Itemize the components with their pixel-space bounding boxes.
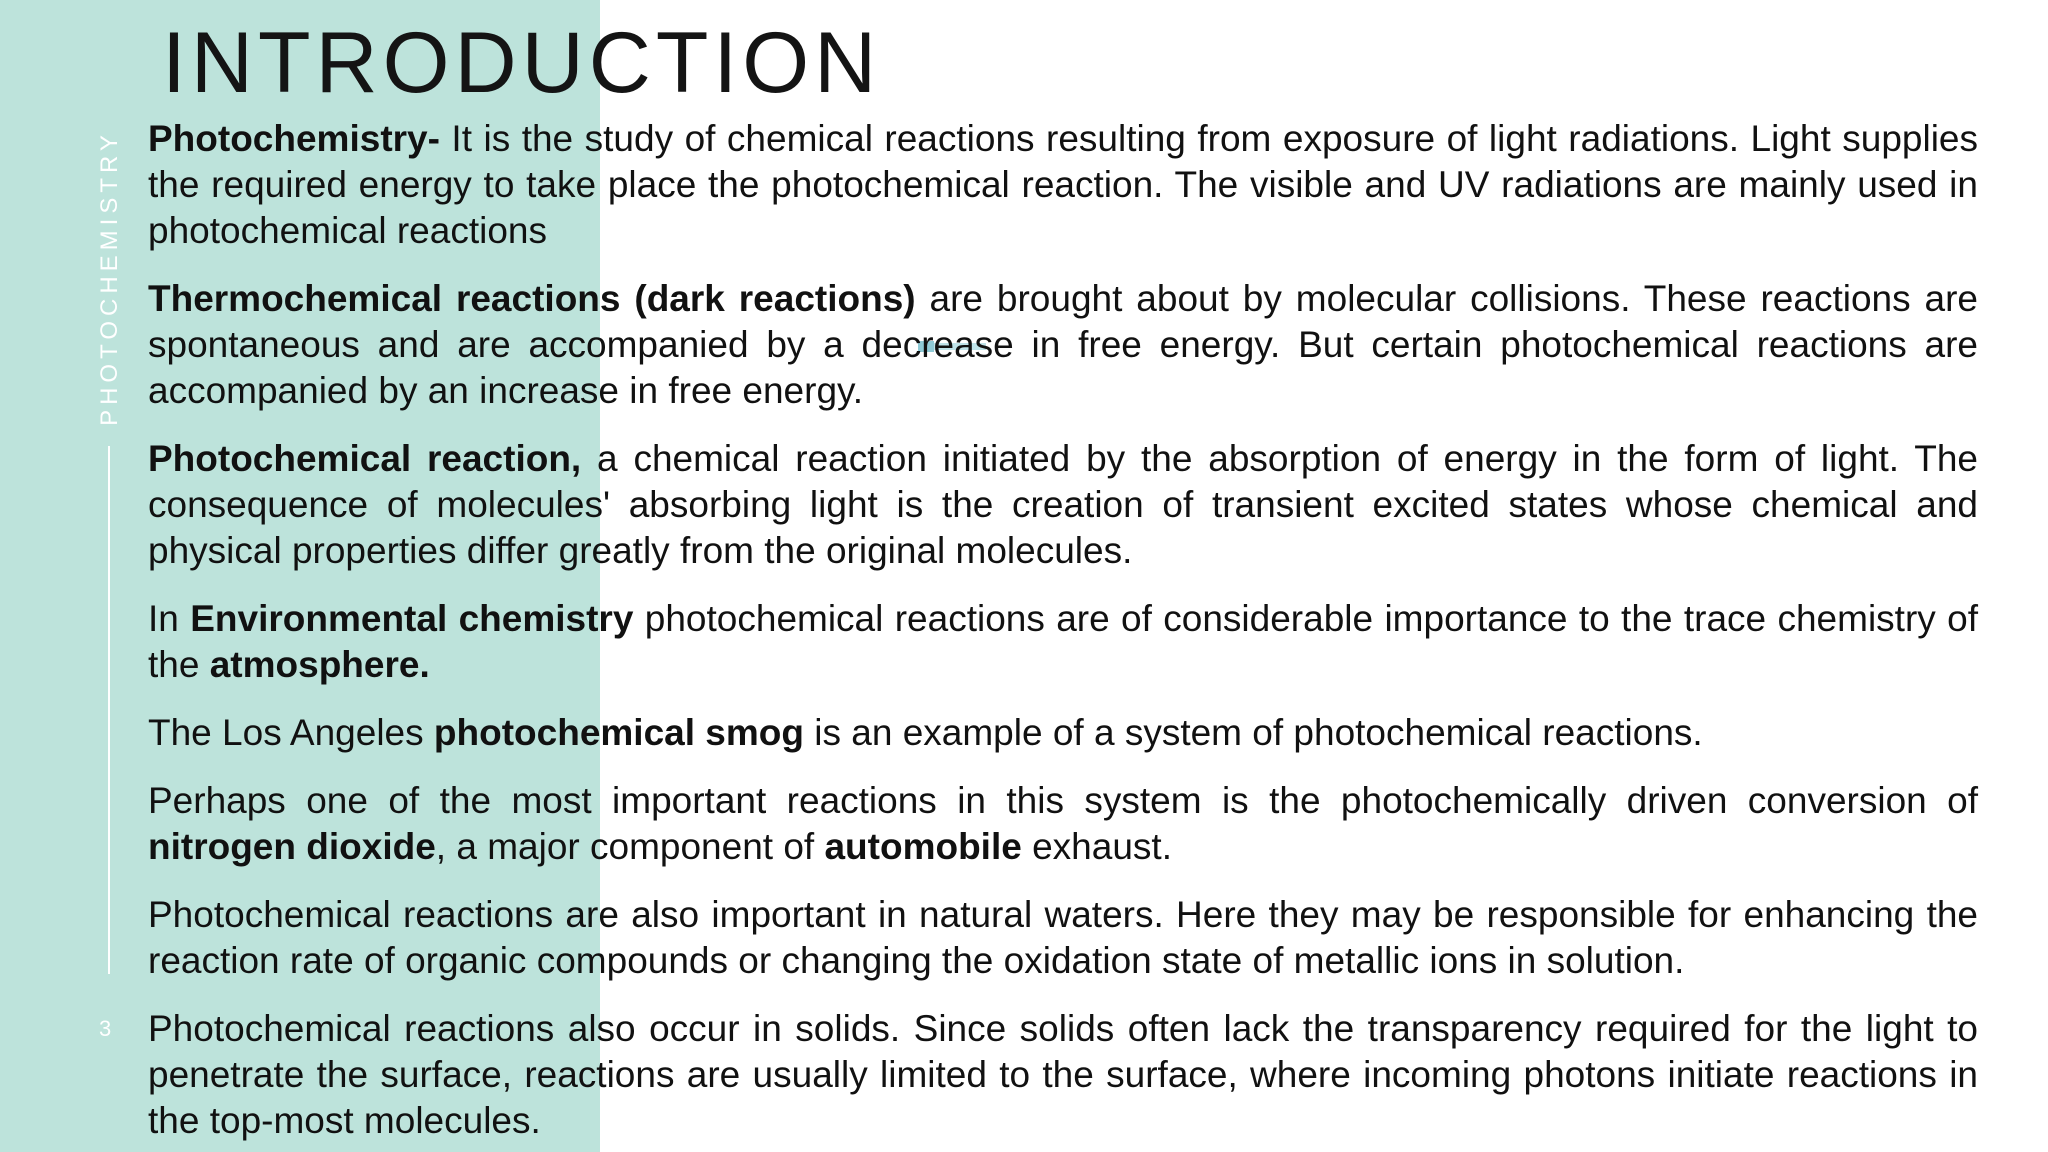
slide-title: INTRODUCTION — [162, 15, 882, 111]
term-thermochemical-reactions: Thermochemical reactions (dark reactions) — [148, 278, 916, 319]
term-nitrogen-dioxide: nitrogen dioxide — [148, 826, 436, 867]
term-automobile: automobile — [824, 826, 1022, 867]
page-number: 3 — [99, 1016, 112, 1041]
paragraph-text: is an example of a system of photochemical reactions. — [803, 712, 1703, 753]
body-text — [148, 116, 1978, 1152]
paragraph-thermochemical — [148, 276, 1978, 414]
paragraph-text: Photochemical reactions are also important in natural waters. Here they may be responsible for enhancing the reaction rate of organic compounds or changing the oxidation state of metallic ions in solution. — [148, 894, 1978, 981]
side-section-label: PHOTOCHEMISTRY — [96, 130, 123, 426]
paragraph-text: are brought about by molecular collisions. These reactions are spontaneous and are accompanied by a decrease in free energy. But certain photochemical reactions are accompanied by an increase in free energy. — [148, 278, 1978, 411]
paragraph-photochemistry — [148, 116, 1978, 254]
term-photochemical-reaction: Photochemical reaction, — [148, 438, 582, 479]
paragraph-text: exhaust. — [1021, 826, 1172, 867]
paragraph-environmental-chemistry — [148, 596, 1978, 688]
paragraph-text: Photochemical reactions also occur in solids. Since solids often lack the transparency required for the light to penetrate the surface, reactions are usually limited to the surface, where incoming photons initiate reactions in the top-most molecules. — [148, 1008, 1978, 1141]
term-atmosphere: atmosphere. — [209, 644, 430, 685]
term-environmental-chemistry: Environmental chemistry — [190, 598, 634, 639]
paragraph-text: The Los Angeles — [148, 712, 434, 753]
paragraph-natural-waters — [148, 892, 1978, 984]
paragraph-solids — [148, 1006, 1978, 1144]
paragraph-text: photochemical reactions are of considerable importance to the trace chemistry of the — [148, 598, 1979, 685]
paragraph-smog — [148, 710, 1978, 756]
paragraph-text: Perhaps one of the most important reactions in this system is the photochemically driven conversion of — [148, 780, 1978, 821]
paragraph-text: a chemical reaction initiated by the absorption of energy in the form of light. The consequence of molecules' absorbing light is the creation of transient excited states whose chemical and physical properties differ greatly from the original molecules. — [148, 438, 1978, 571]
term-photochemical-smog: photochemical smog — [433, 712, 804, 753]
paragraph-text: It is the study of chemical reactions resulting from exposure of light radiations. Light supplies the required energy to take place the photochemical reaction. The visible and UV radiations are mainly used in photochemical reactions — [148, 118, 1978, 251]
term-photochemistry: Photochemistry- — [148, 118, 440, 159]
paragraph-text: , a major component of — [435, 826, 825, 867]
paragraph-photochemical-reaction — [148, 436, 1978, 574]
paragraph-text: In — [148, 598, 191, 639]
side-divider-line — [108, 446, 110, 974]
paragraph-nitrogen-dioxide — [148, 778, 1978, 870]
